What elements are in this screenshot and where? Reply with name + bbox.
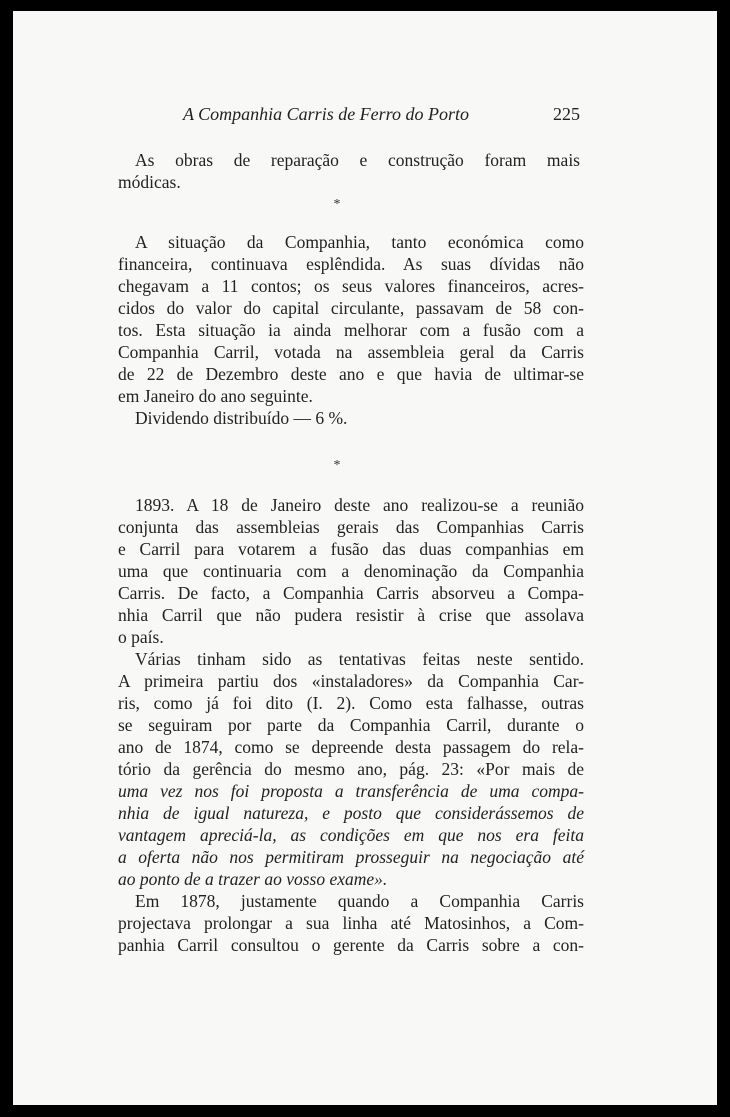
text-line: ano de 1874, como se depreende desta passagem do rela- [118,737,584,757]
text-line: Várias tinham sido as tentativas feitas neste sentido. [135,649,584,669]
text-line: Carris. De facto, a Companhia Carris absorveu a Compa- [118,583,584,603]
text-line: chegavam a 11 contos; os seus valores financeiros, acres- [118,276,584,296]
quoted-text-line: uma vez nos foi proposta a transferência de uma compa- [118,781,584,801]
text-line: tos. Esta situação ia ainda melhorar com a fusão com a [118,320,584,340]
text-line: As obras de reparação e construção foram mais [135,150,580,170]
text-line: em Janeiro do ano seguinte. [118,386,313,406]
text-line: e Carril para votarem a fusão das duas companhias em [118,539,584,559]
text-line: A situação da Companhia, tanto económica como [135,232,584,252]
text-line: conjunta das assembleias gerais das Companhias Carris [118,517,584,537]
quoted-text-line: a oferta não nos permitiram prosseguir na negociação até [118,847,584,867]
text-line: panhia Carril consultou o gerente da Carris sobre a con- [118,935,584,955]
text-line: cidos do valor do capital circulante, passavam de 58 con- [118,298,584,318]
text-line: nhia Carril que não pudera resistir à crise que assolava [118,605,584,625]
text-line: Dividendo distribuído — 6 %. [135,408,348,428]
section-separator: * [333,197,341,212]
text-line: o país. [118,627,164,647]
quoted-text-line: nhia de igual natureza, e posto que considerássemos de [118,803,584,823]
text-line: ris, como já foi dito (I. 2). Como esta falhasse, outras [118,693,584,713]
document-page [13,11,717,1105]
page-number: 225 [553,104,580,124]
text-line: se seguiram por parte da Companhia Carril, durante o [118,715,584,735]
text-line: Companhia Carril, votada na assembleia geral da Carris [118,342,584,362]
text-line: uma que continuaria com a denominação da Companhia [118,561,584,581]
quoted-text-line: vantagem apreciá-la, as condições em que nos era feita [118,825,584,845]
section-separator: * [333,458,341,473]
text-line: módicas. [118,172,181,192]
text-line: projectava prolongar a sua linha até Matosinhos, a Com- [118,913,584,933]
running-header-title: A Companhia Carris de Ferro do Porto [183,104,470,124]
text-line: de 22 de Dezembro deste ano e que havia de ultimar-se [118,364,584,384]
text-line: tório da gerência do mesmo ano, pág. 23: «Por mais de [118,759,584,779]
text-line: 1893. A 18 de Janeiro deste ano realizou-se a reunião [135,495,584,515]
text-line: A primeira partiu dos «instaladores» da Companhia Car- [118,671,584,691]
quoted-text-line: ao ponto de a trazer ao vosso exame». [118,869,388,889]
text-line: financeira, continuava esplêndida. As suas dívidas não [118,254,584,274]
text-line: Em 1878, justamente quando a Companhia Carris [135,891,584,911]
